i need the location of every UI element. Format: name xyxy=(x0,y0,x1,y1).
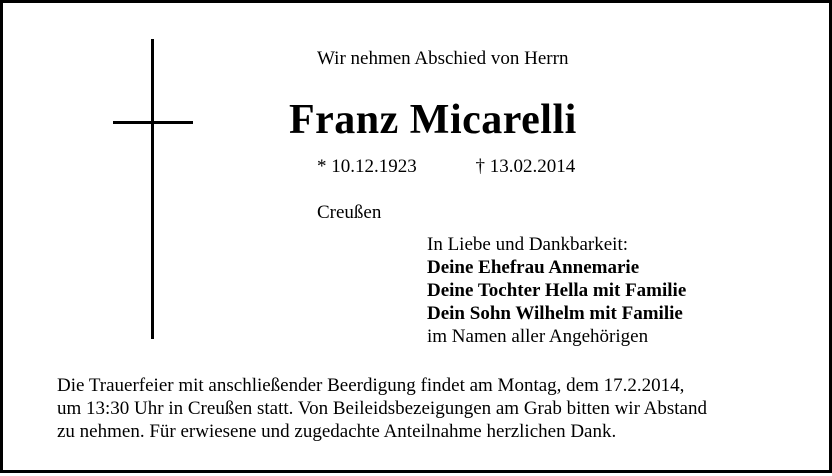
funeral-details-line-2: um 13:30 Uhr in Creußen statt. Von Beileidsbezeigungen am Grab bitten wir Abstand xyxy=(57,398,707,419)
family-member-son: Dein Sohn Wilhelm mit Familie xyxy=(427,303,683,324)
family-block xyxy=(427,233,686,348)
birth-date: * 10.12.1923 xyxy=(317,156,417,177)
funeral-details-line-1: Die Trauerfeier mit anschließender Beerdigung findet am Montag, dem 17.2.2014, xyxy=(57,375,685,396)
family-intro: In Liebe und Dankbarkeit: xyxy=(427,234,629,255)
family-member-daughter: Deine Tochter Hella mit Familie xyxy=(427,280,687,301)
funeral-details-line-3: zu nehmen. Für erwiesene und zugedachte Anteilnahme herzlichen Dank. xyxy=(57,421,617,442)
funeral-details xyxy=(57,374,787,443)
deceased-name: Franz Micarelli xyxy=(289,97,577,143)
death-date: † 13.02.2014 xyxy=(475,156,576,177)
place-text: Creußen xyxy=(317,202,382,223)
notice-content xyxy=(3,3,832,476)
family-member-wife: Deine Ehefrau Annemarie xyxy=(427,257,640,278)
life-dates xyxy=(317,155,575,179)
intro-text: Wir nehmen Abschied von Herrn xyxy=(317,48,569,69)
family-closing: im Namen aller Angehörigen xyxy=(427,326,649,347)
